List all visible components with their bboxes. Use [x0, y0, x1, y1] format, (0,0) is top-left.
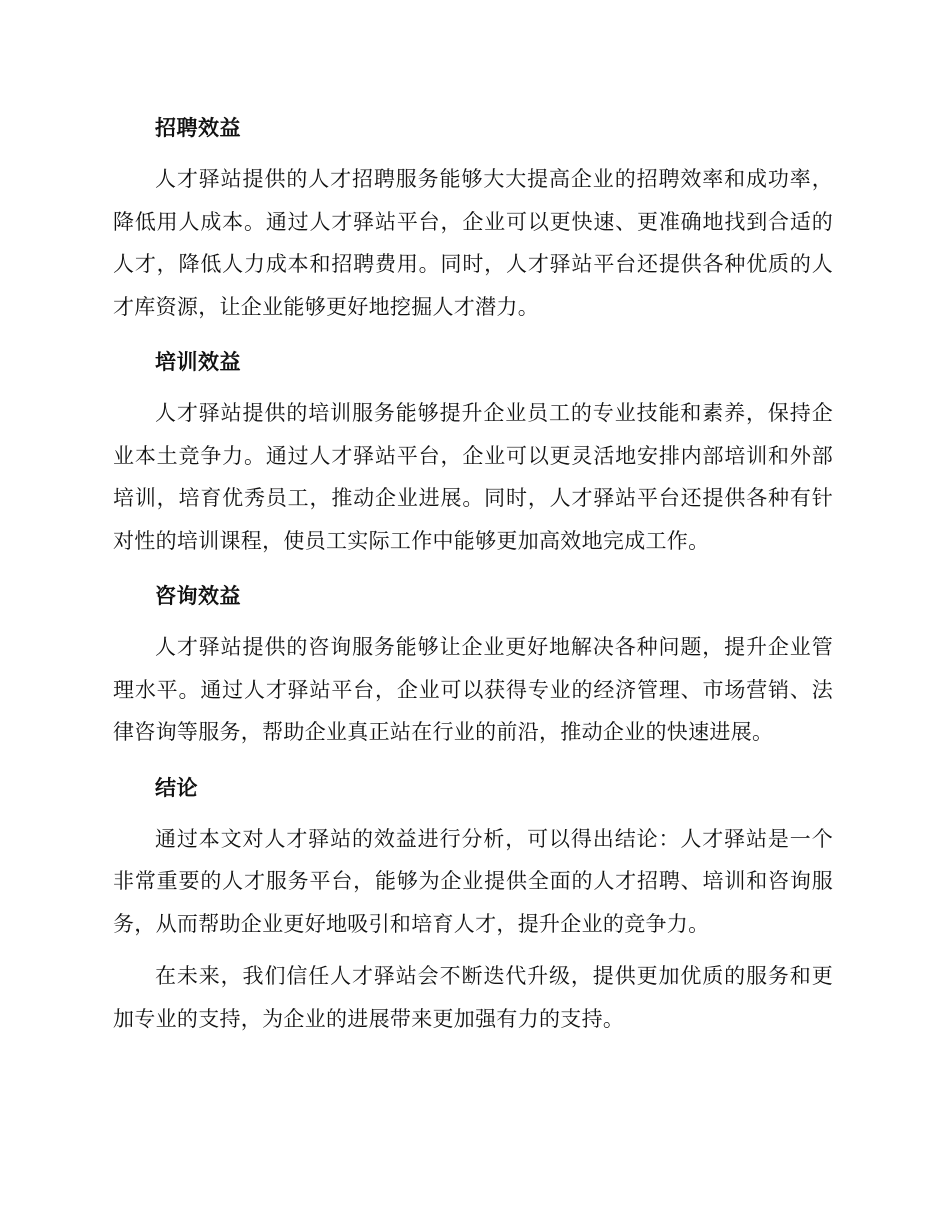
section-paragraph-conclusion: 通过本文对人才驿站的效益进行分析，可以得出结论：人才驿站是一个非常重要的人才服务平台，能够为企业提供全面的人才招聘、培训和咨询服务，从而帮助企业更好地吸引和培育人才，提升企业的竞争力。 — [113, 826, 833, 936]
section-heading-training: 培训效益 — [155, 349, 241, 374]
section-paragraph-training: 人才驿站提供的培训服务能够提升企业员工的专业技能和素养，保持企业本土竞争力。通过人才驿站平台，企业可以更灵活地安排内部培训和外部培训，培育优秀员工，推动企业进展。同时，人才驿站平台还提供各种有针对性的培训课程，使员工实际工作中能够更加高效地完成工作。 — [113, 401, 833, 553]
section-heading-recruitment: 招聘效益 — [155, 115, 241, 140]
section-paragraph-recruitment: 人才驿站提供的人才招聘服务能够大大提高企业的招聘效率和成功率，降低用人成本。通过人才驿站平台，企业可以更快速、更准确地找到合适的人才，降低人力成本和招聘费用。同时，人才驿站平台还提供各种优质的人才库资源，让企业能够更好地挖掘人才潜力。 — [113, 167, 833, 319]
section-paragraph-future: 在未来，我们信任人才驿站会不断迭代升级，提供更加优质的服务和更加专业的支持，为企业的进展带来更加强有力的支持。 — [113, 964, 833, 1031]
section-heading-consulting: 咨询效益 — [155, 583, 241, 608]
section-paragraph-consulting: 人才驿站提供的咨询服务能够让企业更好地解决各种问题，提升企业管理水平。通过人才驿站平台，企业可以获得专业的经济管理、市场营销、法律咨询等服务，帮助企业真正站在行业的前沿，推动企业的快速进展。 — [113, 635, 833, 744]
document-page — [113, 108, 833, 1040]
section-heading-conclusion: 结论 — [155, 774, 198, 800]
